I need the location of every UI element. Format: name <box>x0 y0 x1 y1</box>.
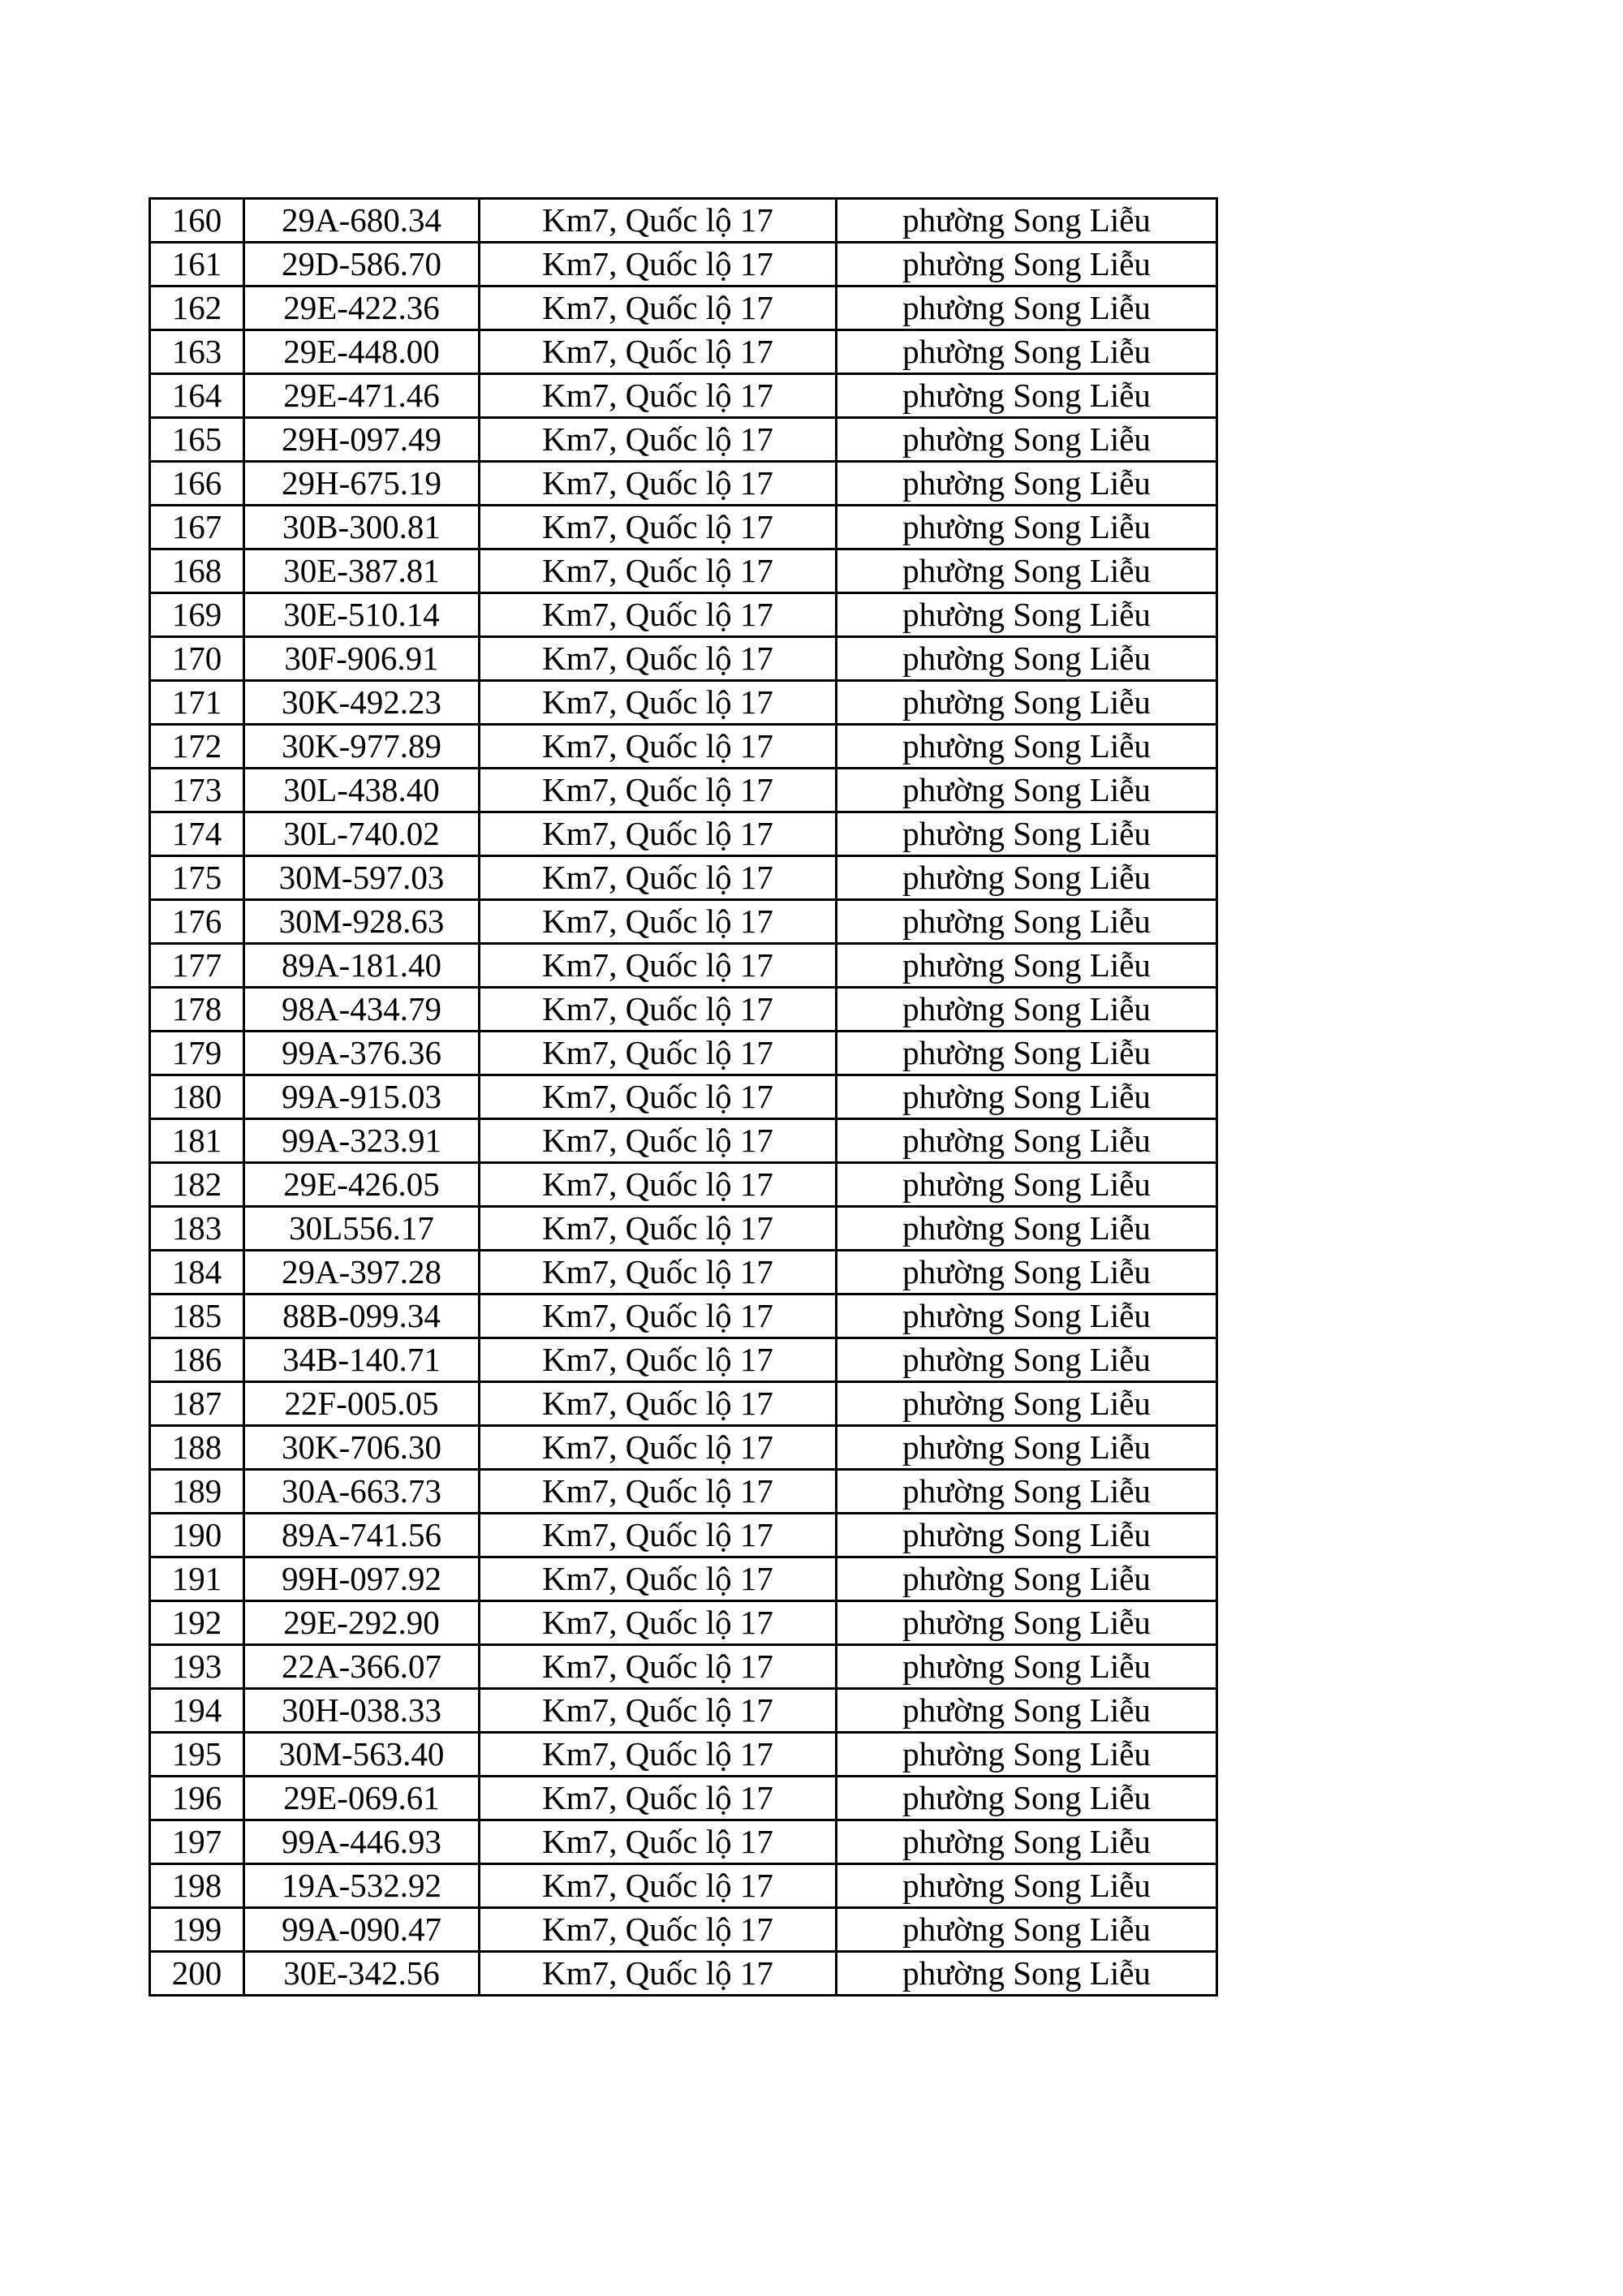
table-row <box>150 900 1217 944</box>
row-number-cell: 199 <box>150 1908 244 1952</box>
table-row <box>150 374 1217 418</box>
row-number-cell: 200 <box>150 1952 244 1996</box>
license-plate-cell: 99A-090.47 <box>244 1908 480 1952</box>
violations-table <box>149 197 1218 1997</box>
location-cell: Km7, Quốc lộ 17 <box>480 988 837 1032</box>
table-row <box>150 1908 1217 1952</box>
row-number-cell: 198 <box>150 1864 244 1908</box>
ward-cell: phường Song Liễu <box>837 418 1217 462</box>
ward-cell: phường Song Liễu <box>837 1470 1217 1514</box>
table-row <box>150 1820 1217 1864</box>
license-plate-cell: 99A-323.91 <box>244 1119 480 1163</box>
location-cell: Km7, Quốc lộ 17 <box>480 637 837 681</box>
location-cell: Km7, Quốc lộ 17 <box>480 1207 837 1251</box>
table-row <box>150 1382 1217 1426</box>
license-plate-cell: 30L-740.02 <box>244 812 480 856</box>
row-number-cell: 195 <box>150 1733 244 1777</box>
license-plate-cell: 22F-005.05 <box>244 1382 480 1426</box>
location-cell: Km7, Quốc lộ 17 <box>480 1119 837 1163</box>
location-cell: Km7, Quốc lộ 17 <box>480 1689 837 1733</box>
location-cell: Km7, Quốc lộ 17 <box>480 1952 837 1996</box>
row-number-cell: 189 <box>150 1470 244 1514</box>
location-cell: Km7, Quốc lộ 17 <box>480 856 837 900</box>
location-cell: Km7, Quốc lộ 17 <box>480 681 837 725</box>
table-row <box>150 988 1217 1032</box>
row-number-cell: 185 <box>150 1294 244 1338</box>
location-cell: Km7, Quốc lộ 17 <box>480 1777 837 1820</box>
row-number-cell: 192 <box>150 1601 244 1645</box>
license-plate-cell: 30F-906.91 <box>244 637 480 681</box>
location-cell: Km7, Quốc lộ 17 <box>480 330 837 374</box>
license-plate-cell: 19A-532.92 <box>244 1864 480 1908</box>
ward-cell: phường Song Liễu <box>837 1601 1217 1645</box>
table-row <box>150 1163 1217 1207</box>
table-row <box>150 1294 1217 1338</box>
row-number-cell: 182 <box>150 1163 244 1207</box>
table-row <box>150 1601 1217 1645</box>
table-row <box>150 812 1217 856</box>
row-number-cell: 172 <box>150 725 244 769</box>
license-plate-cell: 88B-099.34 <box>244 1294 480 1338</box>
ward-cell: phường Song Liễu <box>837 1207 1217 1251</box>
license-plate-cell: 30B-300.81 <box>244 506 480 549</box>
table-row <box>150 1338 1217 1382</box>
location-cell: Km7, Quốc lộ 17 <box>480 725 837 769</box>
table-row <box>150 1645 1217 1689</box>
row-number-cell: 165 <box>150 418 244 462</box>
row-number-cell: 196 <box>150 1777 244 1820</box>
row-number-cell: 190 <box>150 1514 244 1557</box>
ward-cell: phường Song Liễu <box>837 1163 1217 1207</box>
table-row <box>150 506 1217 549</box>
ward-cell: phường Song Liễu <box>837 637 1217 681</box>
license-plate-cell: 29E-448.00 <box>244 330 480 374</box>
ward-cell: phường Song Liễu <box>837 1777 1217 1820</box>
license-plate-cell: 29H-097.49 <box>244 418 480 462</box>
license-plate-cell: 29A-397.28 <box>244 1251 480 1294</box>
license-plate-cell: 30L556.17 <box>244 1207 480 1251</box>
location-cell: Km7, Quốc lộ 17 <box>480 1075 837 1119</box>
row-number-cell: 197 <box>150 1820 244 1864</box>
ward-cell: phường Song Liễu <box>837 1557 1217 1601</box>
license-plate-cell: 29A-680.34 <box>244 199 480 243</box>
table-row <box>150 1952 1217 1996</box>
location-cell: Km7, Quốc lộ 17 <box>480 1514 837 1557</box>
table-row <box>150 1689 1217 1733</box>
location-cell: Km7, Quốc lộ 17 <box>480 286 837 330</box>
table-row <box>150 1864 1217 1908</box>
table-row <box>150 1557 1217 1601</box>
ward-cell: phường Song Liễu <box>837 856 1217 900</box>
row-number-cell: 183 <box>150 1207 244 1251</box>
table-row <box>150 637 1217 681</box>
location-cell: Km7, Quốc lộ 17 <box>480 243 837 286</box>
row-number-cell: 164 <box>150 374 244 418</box>
ward-cell: phường Song Liễu <box>837 988 1217 1032</box>
table-row <box>150 243 1217 286</box>
row-number-cell: 161 <box>150 243 244 286</box>
location-cell: Km7, Quốc lộ 17 <box>480 1864 837 1908</box>
location-cell: Km7, Quốc lộ 17 <box>480 1601 837 1645</box>
ward-cell: phường Song Liễu <box>837 374 1217 418</box>
ward-cell: phường Song Liễu <box>837 286 1217 330</box>
row-number-cell: 178 <box>150 988 244 1032</box>
license-plate-cell: 29E-471.46 <box>244 374 480 418</box>
ward-cell: phường Song Liễu <box>837 199 1217 243</box>
license-plate-cell: 30M-597.03 <box>244 856 480 900</box>
license-plate-cell: 29E-422.36 <box>244 286 480 330</box>
row-number-cell: 174 <box>150 812 244 856</box>
ward-cell: phường Song Liễu <box>837 593 1217 637</box>
table-row <box>150 1426 1217 1470</box>
table-row <box>150 1207 1217 1251</box>
license-plate-cell: 29E-292.90 <box>244 1601 480 1645</box>
license-plate-cell: 30K-492.23 <box>244 681 480 725</box>
document-page <box>149 197 1216 1997</box>
ward-cell: phường Song Liễu <box>837 1514 1217 1557</box>
row-number-cell: 184 <box>150 1251 244 1294</box>
license-plate-cell: 99A-446.93 <box>244 1820 480 1864</box>
table-row <box>150 769 1217 812</box>
license-plate-cell: 30E-387.81 <box>244 549 480 593</box>
location-cell: Km7, Quốc lộ 17 <box>480 506 837 549</box>
table-row <box>150 199 1217 243</box>
row-number-cell: 169 <box>150 593 244 637</box>
row-number-cell: 170 <box>150 637 244 681</box>
license-plate-cell: 30M-928.63 <box>244 900 480 944</box>
ward-cell: phường Song Liễu <box>837 769 1217 812</box>
ward-cell: phường Song Liễu <box>837 1119 1217 1163</box>
table-row <box>150 418 1217 462</box>
ward-cell: phường Song Liễu <box>837 1251 1217 1294</box>
table-row <box>150 681 1217 725</box>
table-row <box>150 286 1217 330</box>
location-cell: Km7, Quốc lộ 17 <box>480 900 837 944</box>
license-plate-cell: 99A-376.36 <box>244 1032 480 1075</box>
table-row <box>150 856 1217 900</box>
table-row <box>150 1032 1217 1075</box>
row-number-cell: 186 <box>150 1338 244 1382</box>
ward-cell: phường Song Liễu <box>837 1382 1217 1426</box>
location-cell: Km7, Quốc lộ 17 <box>480 1032 837 1075</box>
license-plate-cell: 99A-915.03 <box>244 1075 480 1119</box>
row-number-cell: 187 <box>150 1382 244 1426</box>
table-row <box>150 1251 1217 1294</box>
table-row <box>150 1075 1217 1119</box>
license-plate-cell: 34B-140.71 <box>244 1338 480 1382</box>
license-plate-cell: 98A-434.79 <box>244 988 480 1032</box>
row-number-cell: 163 <box>150 330 244 374</box>
license-plate-cell: 30E-510.14 <box>244 593 480 637</box>
license-plate-cell: 30K-706.30 <box>244 1426 480 1470</box>
license-plate-cell: 30K-977.89 <box>244 725 480 769</box>
row-number-cell: 177 <box>150 944 244 988</box>
table-row <box>150 1777 1217 1820</box>
location-cell: Km7, Quốc lộ 17 <box>480 944 837 988</box>
table-row <box>150 462 1217 506</box>
license-plate-cell: 29D-586.70 <box>244 243 480 286</box>
ward-cell: phường Song Liễu <box>837 1338 1217 1382</box>
ward-cell: phường Song Liễu <box>837 1952 1217 1996</box>
location-cell: Km7, Quốc lộ 17 <box>480 549 837 593</box>
row-number-cell: 167 <box>150 506 244 549</box>
ward-cell: phường Song Liễu <box>837 462 1217 506</box>
ward-cell: phường Song Liễu <box>837 549 1217 593</box>
row-number-cell: 191 <box>150 1557 244 1601</box>
row-number-cell: 168 <box>150 549 244 593</box>
ward-cell: phường Song Liễu <box>837 1733 1217 1777</box>
table-row <box>150 944 1217 988</box>
ward-cell: phường Song Liễu <box>837 944 1217 988</box>
row-number-cell: 171 <box>150 681 244 725</box>
license-plate-cell: 30M-563.40 <box>244 1733 480 1777</box>
location-cell: Km7, Quốc lộ 17 <box>480 1557 837 1601</box>
ward-cell: phường Song Liễu <box>837 243 1217 286</box>
table-row <box>150 1514 1217 1557</box>
location-cell: Km7, Quốc lộ 17 <box>480 1645 837 1689</box>
license-plate-cell: 30E-342.56 <box>244 1952 480 1996</box>
ward-cell: phường Song Liễu <box>837 1689 1217 1733</box>
row-number-cell: 180 <box>150 1075 244 1119</box>
ward-cell: phường Song Liễu <box>837 812 1217 856</box>
location-cell: Km7, Quốc lộ 17 <box>480 1163 837 1207</box>
row-number-cell: 181 <box>150 1119 244 1163</box>
license-plate-cell: 89A-181.40 <box>244 944 480 988</box>
location-cell: Km7, Quốc lộ 17 <box>480 374 837 418</box>
table-body <box>150 199 1217 1996</box>
location-cell: Km7, Quốc lộ 17 <box>480 418 837 462</box>
license-plate-cell: 22A-366.07 <box>244 1645 480 1689</box>
location-cell: Km7, Quốc lộ 17 <box>480 1382 837 1426</box>
location-cell: Km7, Quốc lộ 17 <box>480 1908 837 1952</box>
table-row <box>150 330 1217 374</box>
location-cell: Km7, Quốc lộ 17 <box>480 462 837 506</box>
location-cell: Km7, Quốc lộ 17 <box>480 1470 837 1514</box>
ward-cell: phường Song Liễu <box>837 1864 1217 1908</box>
ward-cell: phường Song Liễu <box>837 1032 1217 1075</box>
ward-cell: phường Song Liễu <box>837 681 1217 725</box>
ward-cell: phường Song Liễu <box>837 506 1217 549</box>
row-number-cell: 162 <box>150 286 244 330</box>
location-cell: Km7, Quốc lộ 17 <box>480 1294 837 1338</box>
ward-cell: phường Song Liễu <box>837 1645 1217 1689</box>
ward-cell: phường Song Liễu <box>837 1426 1217 1470</box>
table-row <box>150 1733 1217 1777</box>
row-number-cell: 173 <box>150 769 244 812</box>
license-plate-cell: 30L-438.40 <box>244 769 480 812</box>
location-cell: Km7, Quốc lộ 17 <box>480 812 837 856</box>
location-cell: Km7, Quốc lộ 17 <box>480 1338 837 1382</box>
row-number-cell: 160 <box>150 199 244 243</box>
license-plate-cell: 30H-038.33 <box>244 1689 480 1733</box>
license-plate-cell: 29E-069.61 <box>244 1777 480 1820</box>
location-cell: Km7, Quốc lộ 17 <box>480 1251 837 1294</box>
license-plate-cell: 29H-675.19 <box>244 462 480 506</box>
location-cell: Km7, Quốc lộ 17 <box>480 199 837 243</box>
row-number-cell: 193 <box>150 1645 244 1689</box>
row-number-cell: 194 <box>150 1689 244 1733</box>
location-cell: Km7, Quốc lộ 17 <box>480 769 837 812</box>
row-number-cell: 179 <box>150 1032 244 1075</box>
row-number-cell: 175 <box>150 856 244 900</box>
ward-cell: phường Song Liễu <box>837 725 1217 769</box>
license-plate-cell: 89A-741.56 <box>244 1514 480 1557</box>
ward-cell: phường Song Liễu <box>837 330 1217 374</box>
location-cell: Km7, Quốc lộ 17 <box>480 593 837 637</box>
table-row <box>150 725 1217 769</box>
row-number-cell: 188 <box>150 1426 244 1470</box>
ward-cell: phường Song Liễu <box>837 1820 1217 1864</box>
ward-cell: phường Song Liễu <box>837 900 1217 944</box>
location-cell: Km7, Quốc lộ 17 <box>480 1733 837 1777</box>
row-number-cell: 176 <box>150 900 244 944</box>
license-plate-cell: 99H-097.92 <box>244 1557 480 1601</box>
ward-cell: phường Song Liễu <box>837 1075 1217 1119</box>
license-plate-cell: 30A-663.73 <box>244 1470 480 1514</box>
license-plate-cell: 29E-426.05 <box>244 1163 480 1207</box>
location-cell: Km7, Quốc lộ 17 <box>480 1820 837 1864</box>
table-row <box>150 1470 1217 1514</box>
ward-cell: phường Song Liễu <box>837 1908 1217 1952</box>
row-number-cell: 166 <box>150 462 244 506</box>
ward-cell: phường Song Liễu <box>837 1294 1217 1338</box>
table-row <box>150 549 1217 593</box>
location-cell: Km7, Quốc lộ 17 <box>480 1426 837 1470</box>
table-row <box>150 593 1217 637</box>
table-row <box>150 1119 1217 1163</box>
